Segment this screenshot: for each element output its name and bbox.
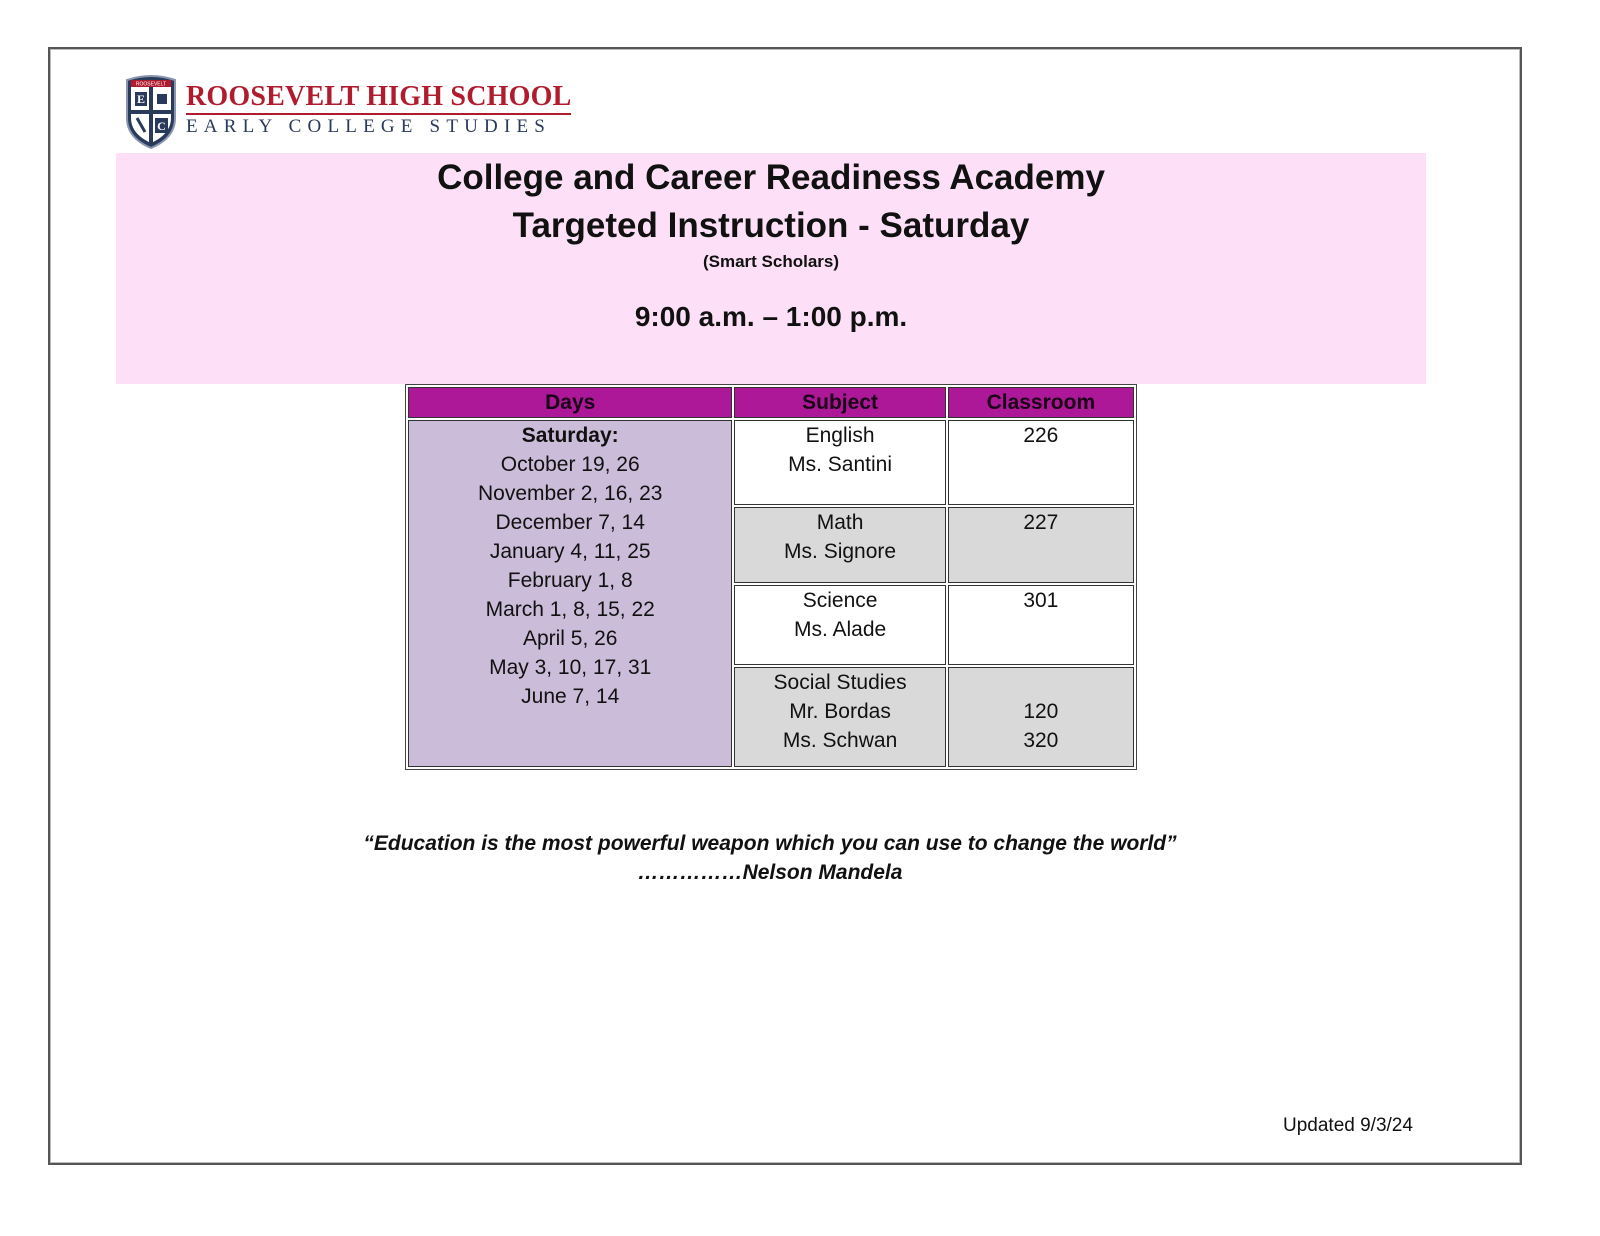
subject-cell (734, 585, 945, 665)
subject-name: Social Studies (773, 671, 907, 694)
crest-letter-e: E (136, 92, 146, 106)
classroom-cell (948, 507, 1134, 583)
classroom-cell (948, 420, 1134, 505)
crest-letter-c: C (157, 119, 166, 133)
logo-text (186, 82, 571, 139)
updated-date: Updated 9/3/24 (1283, 1115, 1413, 1136)
subject-cell (734, 507, 945, 583)
date-row: January 4, 11, 25 (489, 540, 651, 563)
date-row: October 19, 26 (500, 453, 640, 476)
program-name: (Smart Scholars) (702, 252, 840, 271)
school-subtitle: EARLY COLLEGE STUDIES (186, 116, 552, 137)
teacher-name: Ms. Santini (788, 453, 893, 476)
date-row: April 5, 26 (522, 627, 618, 650)
quote-text: “Education is the most powerful weapon which you can use to change the world” (363, 832, 1177, 855)
column-header-subject: Subject (734, 387, 945, 418)
subject-cell (734, 667, 945, 767)
school-name: ROOSEVELT HIGH SCHOOL (186, 82, 571, 115)
column-header-classroom: Classroom (948, 387, 1134, 418)
page-subtitle: Targeted Instruction - Saturday (512, 206, 1030, 245)
teacher-name: Ms. Signore (784, 540, 897, 563)
crest-banner-text: ROOSEVELT (135, 81, 167, 88)
table-row (408, 420, 1134, 505)
room-spacer (949, 668, 1133, 697)
date-row: June 7, 14 (521, 685, 620, 708)
date-row: March 1, 8, 15, 22 (485, 598, 655, 621)
days-label: Saturday: (521, 424, 619, 447)
room-number: 226 (1023, 424, 1059, 447)
teacher-name: Ms. Schwan (782, 729, 898, 752)
session-time: 9:00 a.m. – 1:00 p.m. (634, 301, 908, 332)
title-banner (116, 153, 1426, 384)
room-number: 227 (1023, 511, 1059, 534)
room-number: 320 (1023, 729, 1059, 752)
schedule-table (405, 384, 1137, 770)
room-number: 301 (1023, 589, 1059, 612)
teacher-name: Mr. Bordas (789, 700, 891, 723)
room-number: 120 (1023, 700, 1059, 723)
table-header-row (408, 387, 1134, 418)
crest-icon (123, 72, 179, 150)
subject-name: Science (802, 589, 878, 612)
quote-block (0, 829, 1540, 887)
date-row: December 7, 14 (495, 511, 645, 534)
date-row: May 3, 10, 17, 31 (489, 656, 652, 679)
date-row: February 1, 8 (507, 569, 633, 592)
subject-name: English (805, 424, 875, 447)
quote-attribution: ……………Nelson Mandela (637, 861, 903, 884)
subject-cell (734, 420, 945, 505)
date-row: November 2, 16, 23 (478, 482, 663, 505)
classroom-cell (948, 585, 1134, 665)
page-title: College and Career Readiness Academy (437, 158, 1105, 197)
column-header-days: Days (408, 387, 732, 418)
teacher-name: Ms. Alade (793, 618, 887, 641)
subject-name: Math (816, 511, 864, 534)
classroom-cell (948, 667, 1134, 767)
days-cell (408, 420, 732, 767)
